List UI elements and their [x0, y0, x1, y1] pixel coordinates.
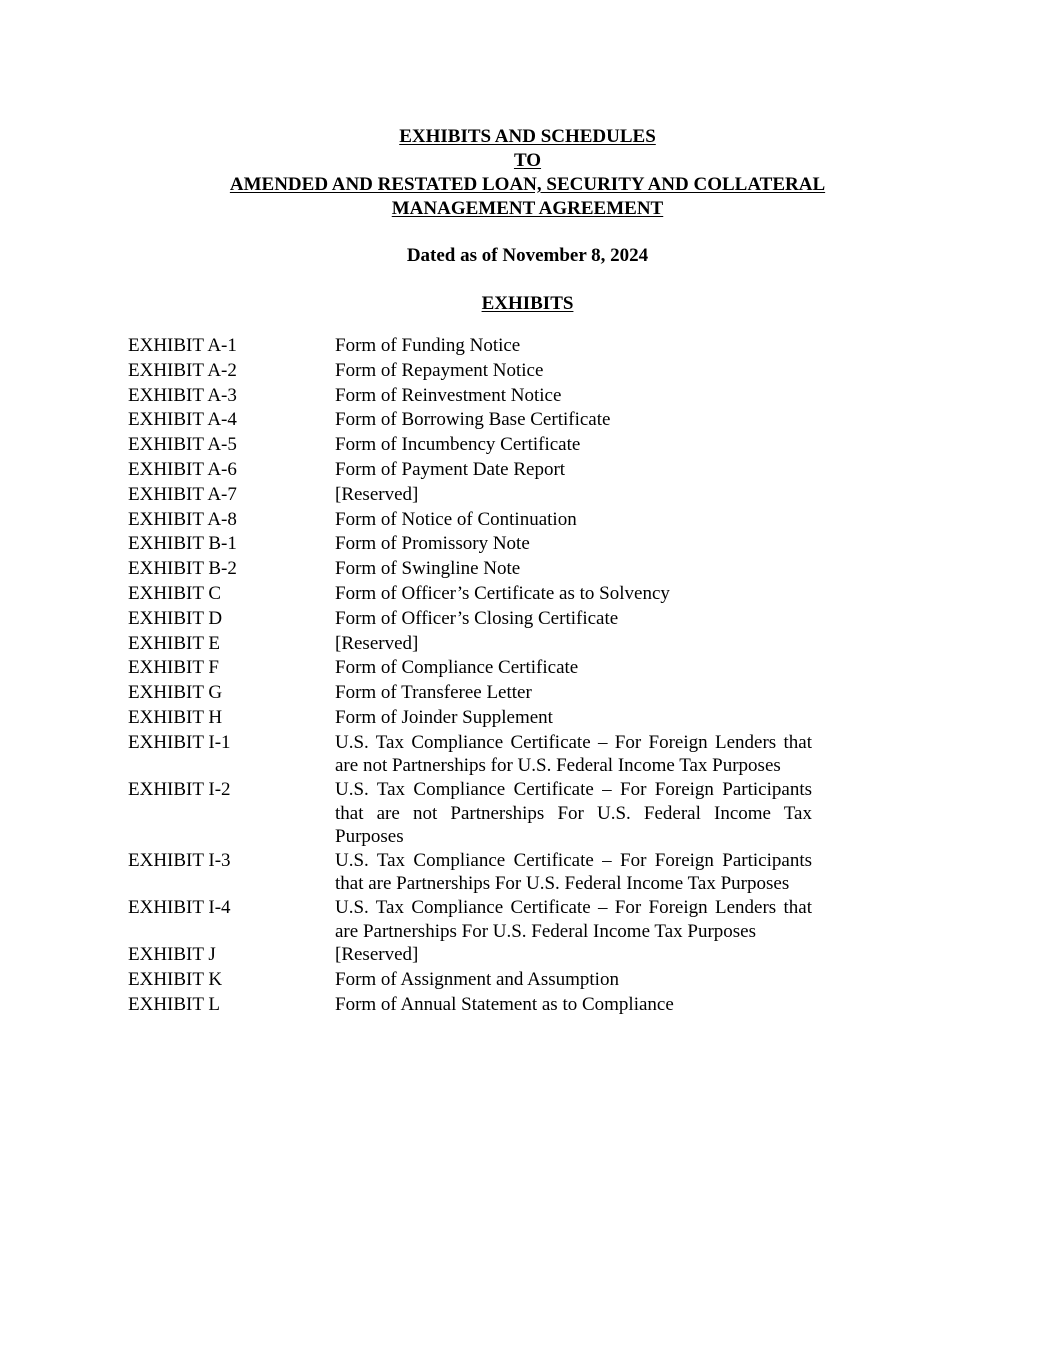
exhibit-label: EXHIBIT L: [128, 993, 220, 1015]
exhibit-row: [128, 384, 812, 409]
exhibit-description: Form of Funding Notice: [335, 335, 521, 356]
title-line: [0, 149, 1055, 173]
exhibit-description: Form of Swingline Note: [335, 558, 521, 580]
title-line: [0, 173, 1055, 197]
exhibit-description: Form of Compliance Certificate: [335, 657, 579, 679]
exhibit-description: Form of Reinvestment Notice: [335, 384, 562, 406]
exhibit-description: [Reserved]: [335, 632, 419, 654]
exhibit-label: EXHIBIT B-2: [128, 558, 237, 580]
title-line: [0, 197, 1055, 221]
dated-line: Dated as of November 8, 2024: [406, 245, 649, 266]
exhibit-row: [128, 656, 812, 681]
exhibit-row: [128, 943, 812, 968]
exhibit-description: Form of Joinder Supplement: [335, 706, 553, 728]
exhibit-description: U.S. Tax Compliance Certificate – For Foreign Lenders that are not Partnerships for U.S. Federal Income Tax Purposes: [335, 731, 812, 777]
exhibit-description: [Reserved]: [335, 944, 419, 966]
exhibit-description: Form of Officer’s Certificate as to Solvency: [335, 582, 670, 604]
exhibit-label: EXHIBIT I-3: [128, 849, 231, 871]
exhibit-row: [128, 706, 812, 731]
exhibit-row: [128, 508, 812, 533]
exhibit-row: [128, 681, 812, 706]
exhibit-row: [128, 359, 812, 384]
title-line: [0, 125, 1055, 149]
exhibit-label: EXHIBIT A-8: [128, 508, 237, 530]
exhibit-label: EXHIBIT A-4: [128, 409, 237, 431]
exhibit-row: [128, 896, 812, 943]
exhibit-description: Form of Annual Statement as to Compliance: [335, 993, 674, 1015]
exhibit-label: EXHIBIT I-4: [128, 896, 231, 918]
exhibit-row: [128, 778, 812, 849]
exhibit-description: Form of Incumbency Certificate: [335, 434, 581, 456]
exhibit-row: [128, 334, 812, 359]
section-heading-text: EXHIBITS: [481, 293, 574, 314]
exhibit-description: Form of Promissory Note: [335, 533, 530, 555]
exhibit-row: [128, 849, 812, 896]
exhibit-description: U.S. Tax Compliance Certificate – For Foreign Lenders that are Partnerships For U.S. Federal Income Tax Purposes: [335, 896, 812, 942]
exhibit-description: Form of Notice of Continuation: [335, 508, 577, 530]
exhibit-row: [128, 582, 812, 607]
exhibit-label: EXHIBIT D: [128, 607, 223, 629]
document-title: [0, 125, 1055, 221]
exhibit-row: [128, 607, 812, 632]
exhibit-description: Form of Payment Date Report: [335, 458, 566, 480]
exhibit-description: Form of Repayment Notice: [335, 359, 544, 381]
exhibit-label: EXHIBIT I-2: [128, 778, 231, 800]
exhibit-label: EXHIBIT A-1: [128, 335, 237, 356]
exhibit-label: EXHIBIT F: [128, 657, 219, 679]
exhibit-description: Form of Borrowing Base Certificate: [335, 409, 611, 431]
exhibit-row: [128, 968, 812, 993]
title-line-text: AMENDED AND RESTATED LOAN, SECURITY AND COLLATERAL: [229, 174, 826, 195]
section-heading: [0, 292, 1055, 316]
exhibit-description: U.S. Tax Compliance Certificate – For Foreign Participants that are not Partnerships For U.S. Federal Income Tax Purposes: [335, 778, 812, 848]
exhibit-description: Form of Officer’s Closing Certificate: [335, 607, 619, 629]
exhibit-label: EXHIBIT G: [128, 682, 223, 704]
exhibit-label: EXHIBIT E: [128, 632, 220, 654]
title-line-text: MANAGEMENT AGREEMENT: [391, 198, 664, 219]
exhibit-label: EXHIBIT B-1: [128, 533, 237, 555]
exhibit-description: Form of Transferee Letter: [335, 682, 532, 704]
exhibit-label: EXHIBIT A-3: [128, 384, 237, 406]
exhibit-row: [128, 532, 812, 557]
exhibit-label: EXHIBIT C: [128, 582, 222, 604]
exhibit-label: EXHIBIT A-6: [128, 458, 237, 480]
exhibit-label: EXHIBIT K: [128, 968, 223, 990]
title-line-text: TO: [513, 150, 542, 171]
exhibit-list: [128, 334, 812, 1017]
exhibit-row: [128, 731, 812, 778]
exhibit-row: [128, 458, 812, 483]
exhibit-row: [128, 993, 812, 1018]
exhibit-row: [128, 433, 812, 458]
exhibit-label: EXHIBIT A-7: [128, 483, 237, 505]
title-line-text: EXHIBITS AND SCHEDULES: [399, 126, 656, 147]
exhibit-label: EXHIBIT I-1: [128, 731, 231, 753]
exhibit-label: EXHIBIT H: [128, 706, 223, 728]
exhibit-label: EXHIBIT A-2: [128, 359, 237, 381]
exhibit-row: [128, 557, 812, 582]
exhibit-row: [128, 632, 812, 657]
exhibit-label: EXHIBIT J: [128, 944, 216, 966]
exhibit-description: [Reserved]: [335, 483, 419, 505]
exhibit-row: [128, 408, 812, 433]
exhibit-description: Form of Assignment and Assumption: [335, 968, 619, 990]
exhibit-row: [128, 483, 812, 508]
exhibit-description: U.S. Tax Compliance Certificate – For Foreign Participants that are Partnerships For U.S. Federal Income Tax Purposes: [335, 849, 812, 895]
exhibit-label: EXHIBIT A-5: [128, 434, 237, 456]
